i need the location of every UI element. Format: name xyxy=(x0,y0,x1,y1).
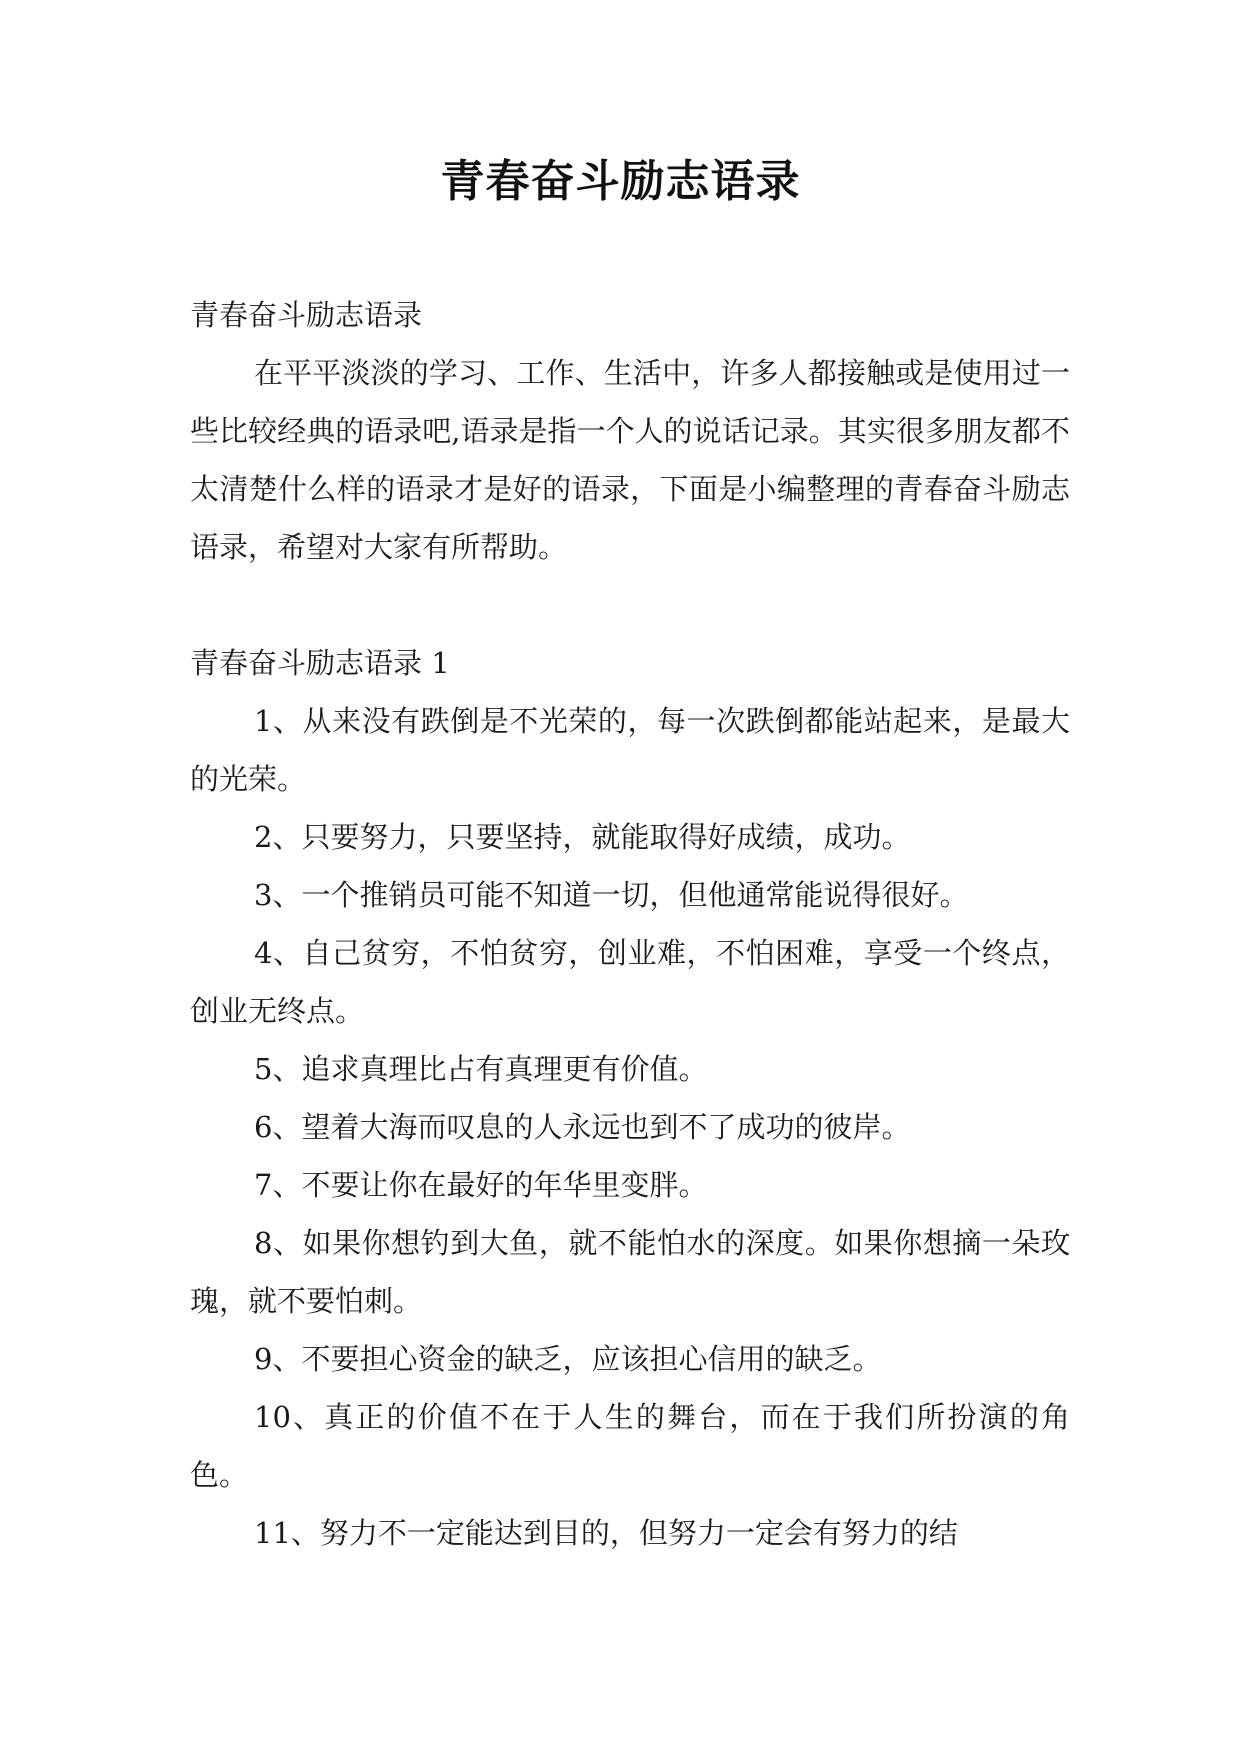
document-body xyxy=(190,286,1070,1562)
intro-heading: 青春奋斗励志语录 xyxy=(190,298,423,332)
section-heading: 青春奋斗励志语录 1 xyxy=(190,646,450,680)
quote-item: 3、一个推销员可能不知道一切，但他通常能说得很好。 xyxy=(254,878,969,912)
quote-item: 4、自己贫穷，不怕贫穷，创业难，不怕困难，享受一个终点，创业无终点。 xyxy=(190,936,1070,1028)
document-title: 青春奋斗励志语录 xyxy=(440,156,801,207)
intro-paragraph: 在平平淡淡的学习、工作、生活中，许多人都接触或是使用过一些比较经典的语录吧,语录是指一个人的说话记录。其实很多朋友都不太清楚什么样的语录才是好的语录，下面是小编整理的青春奋斗励志语录，希望对大家有所帮助。 xyxy=(190,356,1070,564)
quote-item: 8、如果你想钓到大鱼，就不能怕水的深度。如果你想摘一朵玫瑰，就不要怕刺。 xyxy=(190,1226,1070,1318)
quote-item: 7、不要让你在最好的年华里变胖。 xyxy=(254,1168,708,1202)
quote-item: 1、从来没有跌倒是不光荣的，每一次跌倒都能站起来，是最大的光荣。 xyxy=(190,704,1070,796)
quote-item: 2、只要努力，只要坚持，就能取得好成绩，成功。 xyxy=(254,820,911,854)
quote-item: 10、真正的价值不在于人生的舞台，而在于我们所扮演的角色。 xyxy=(190,1400,1070,1492)
quote-item: 6、望着大海而叹息的人永远也到不了成功的彼岸。 xyxy=(254,1110,911,1144)
quote-item: 9、不要担心资金的缺乏，应该担心信用的缺乏。 xyxy=(254,1342,882,1376)
quote-item: 5、追求真理比占有真理更有价值。 xyxy=(254,1052,708,1086)
quote-item: 11、努力不一定能达到目的，但努力一定会有努力的结 xyxy=(254,1516,958,1550)
paragraph-spacer xyxy=(190,576,1070,634)
